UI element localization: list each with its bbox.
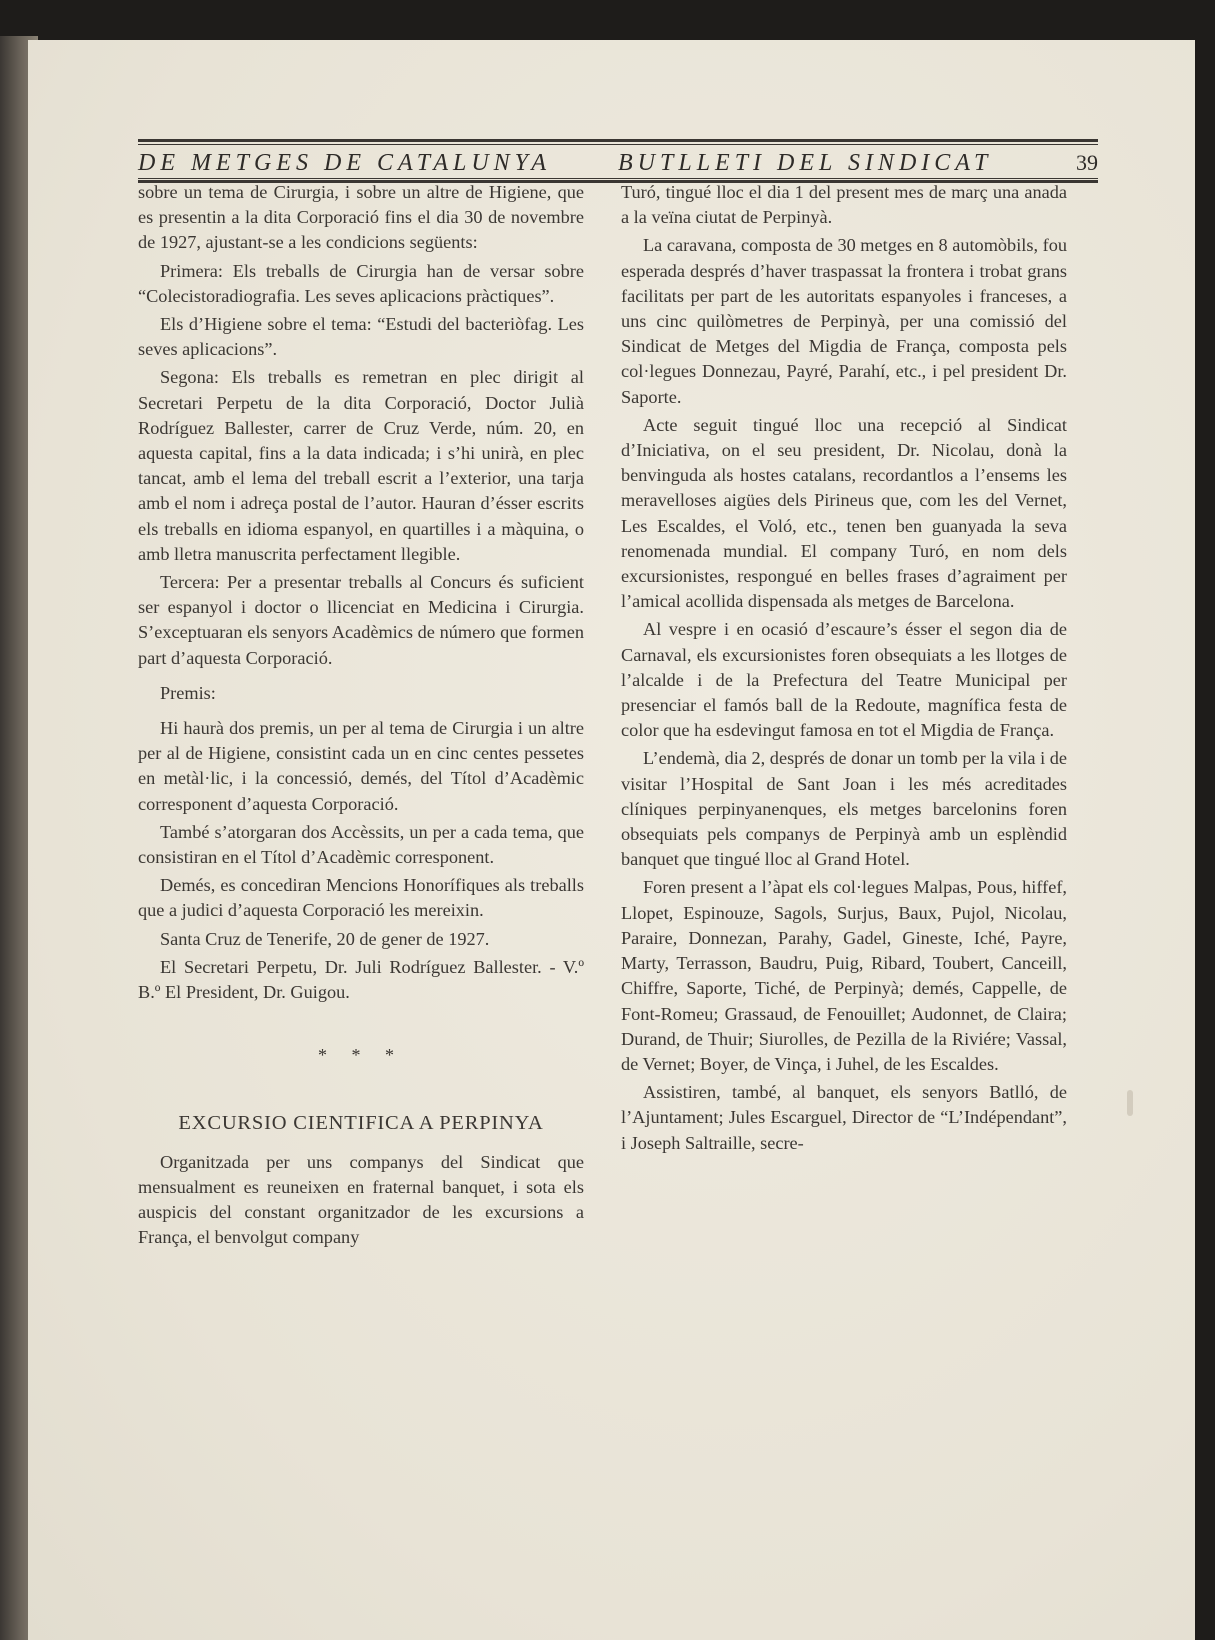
header-left-title: DE METGES DE CATALUNYA: [138, 150, 551, 176]
paragraph: Organitzada per uns companys del Sindicat que mensualment es reuneixen en fraternal banquet, i sota els auspicis del constant organitzador de les excursions a França, el benvolgut company: [138, 1151, 584, 1248]
paragraph: Primera: Els treballs de Cirurgia han de versar sobre “Colecistoradiografia. Les seves aplicacions pràctiques”.: [138, 260, 584, 306]
paragraph: Assistiren, també, al banquet, els senyors Batlló, de l’Ajuntament; Jules Escarguel, Director de “L’Indépendant”, i Joseph Saltraille, secre-: [621, 1082, 1067, 1153]
paragraph: Hi haurà dos premis, un per al tema de Cirurgia i un altre per al de Higiene, consistint cada un en cinc centes pessetes en metàl·lic, i la concessió, demés, del Títol d’Acadèmic corresponent d’aquesta Corporació.: [138, 718, 584, 814]
paragraph: També s’atorgaran dos Accèssits, un per a cada tema, que consistiran en el Títol d’Acadèmic corresponent.: [138, 821, 584, 868]
paragraph: L’endemà, dia 2, després de donar un tomb per la vila i de visitar l’Hospital de Sant Joan i les més acreditades clíniques perpinyanenques, els metges barcelonins foren obsequiats pels companys de Perpinyà amb un esplèndid banquet que tingué lloc al Grand Hotel.: [621, 748, 1067, 870]
header-rule: [138, 139, 1098, 142]
paragraph: sobre un tema de Cirurgia, i sobre un altre de Higiene, que es presentin a la dita Corporació fins el dia 30 de novembre de 1927, ajustant-se a les condicions següents:: [138, 182, 584, 253]
header-right-title: BUTLLETI DEL SINDICAT: [618, 150, 993, 176]
paragraph: Santa Cruz de Tenerife, 20 de gener de 1927.: [160, 928, 490, 949]
paragraph: Tercera: Per a presentar treballs al Concurs és suficient ser espanyol i doctor o llicenciat en Medicina i Cirurgia. S’exceptuaran els senyors Acadèmics de número que formen part d’aquesta Corporació.: [138, 572, 584, 668]
page-number: 39: [1076, 150, 1098, 175]
paragraph: Demés, es concediran Mencions Honorífiques als treballs que a judici d’aquesta Corporació les mereixin.: [138, 875, 584, 921]
journal-page: [28, 40, 1195, 1640]
right-column: [621, 180, 1067, 1159]
paragraph: Foren present a l’àpat els col·legues Malpas, Pous, hiffef, Llopet, Espinouze, Sagols, Surjus, Baux, Pujol, Nicolau, Paraire, Donnezan, Parahy, Gadel, Gineste, Iché, Payre, Marty, Terrasson, Baudru, Puig, Ribard, Toubert, Canceill, Chiffre, Saporte, Tiché, de Perpinyà; demés, Cappelle, de Font-Romeu; Grassaud, de Fenouillet; Audonnet, de Claira; Durand, de Thuir; Siurolles, de Pezilla de la Riviére; Vassal, de Vernet; Boyer, de Vinça, i Juhel, de les Escaldes.: [621, 877, 1067, 1074]
header-rule: [138, 144, 1098, 145]
paragraph: Acte seguit tingué lloc una recepció al Sindicat d’Iniciativa, on el seu president, Dr. Nicolau, donà la benvinguda als hostes catalans, recordantlos a l’ensems les meravelloses aigües dels Pirineus que, com les del Vernet, Les Escaldes, el Voló, etc., tenen ben guanyada la seva renomenada mundial. El company Turó, en nom dels excursionistes, respongué en belles frases d’agraiment per l’amical acollida dispensada als metges de Barcelona.: [621, 414, 1067, 612]
section-separator: * * *: [318, 1045, 404, 1066]
header-rule: [138, 178, 1098, 179]
paragraph: Els d’Higiene sobre el tema: “Estudi del bacteriòfag. Les seves aplicacions”.: [138, 314, 584, 360]
left-column: [138, 180, 584, 1254]
paper-blemish: [1127, 1090, 1133, 1116]
paragraph: Al vespre i en ocasió d’escaure’s ésser el segon dia de Carnaval, els excursionistes foren obsequiats a les llotges de l’alcalde i de la Prefectura del Teatre Municipal per presenciar el famós ball de la Redoute, magnífica festa de color que ha esdevingut famosa en tot el Migdia de França.: [621, 619, 1067, 741]
paragraph: Segona: Els treballs es remetran en plec dirigit al Secretari Perpetu de la dita Corporació, Doctor Julià Rodríguez Ballester, carrer de Cruz Verde, núm. 20, en aquesta capital, fins a la data indicada; i s’hi unirà, en plec tancat, amb el lema del treball escrit a l’exterior, una tarja amb el nom i adreça postal de l’autor. Hauran d’ésser escrits els treballs en idioma espanyol, en quartilles i a màquina, o amb lletra manuscrita perfectament llegible.: [138, 367, 584, 564]
paragraph: El Secretari Perpetu, Dr. Juli Rodríguez Ballester. - V.º B.º El President, Dr. Guigou.: [138, 956, 584, 1003]
paragraph: Turó, tingué lloc el dia 1 del present mes de març una anada a la veïna ciutat de Perpinyà.: [621, 182, 1067, 228]
paragraph: La caravana, composta de 30 metges en 8 automòbils, fou esperada després d’haver traspassat la frontera i trobat grans facilitats per part de les autoritats espanyoles i franceses, a uns cinc quilòmetres de Perpinyà, per una comissió del Sindicat de Metges del Migdia de França, composta pels col·legues Donnezau, Payré, Parahí, etc., i pel president Dr. Saporte.: [621, 235, 1067, 407]
section-title: EXCURSIO CIENTIFICA A PERPINYA: [178, 1111, 544, 1134]
premis-heading: Premis:: [160, 682, 216, 703]
